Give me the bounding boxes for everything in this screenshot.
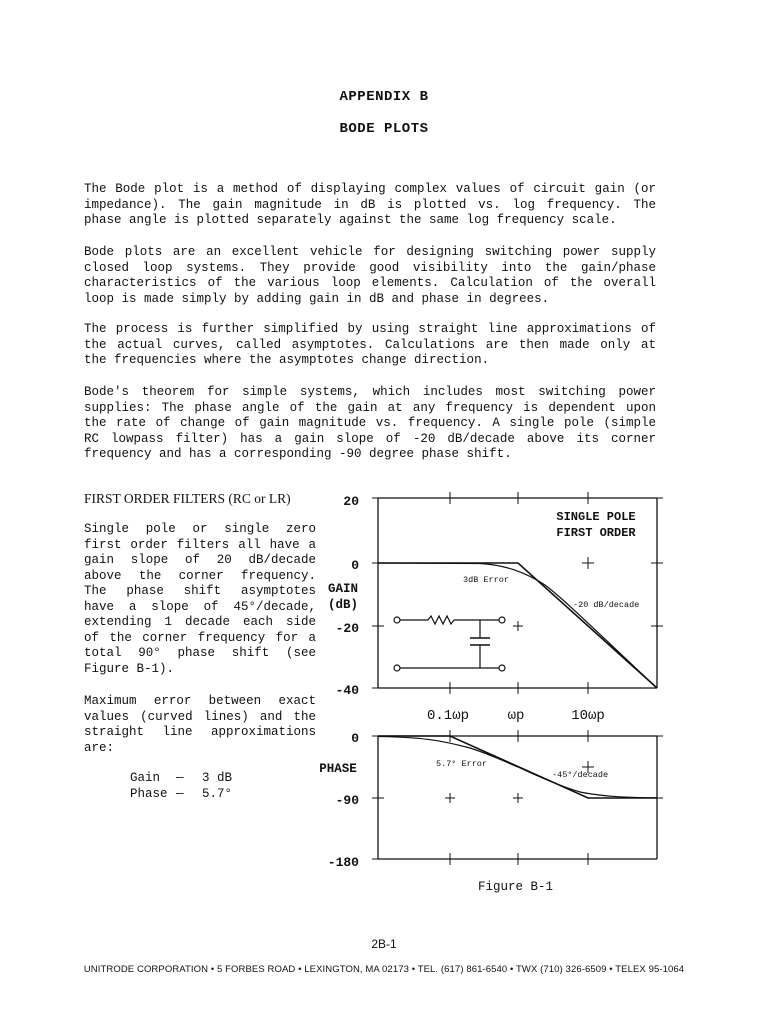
rc-circuit-icon (394, 616, 505, 671)
gain-plot-title: SINGLE POLE (556, 510, 636, 524)
paragraph-line: the frequencies where the asymptotes change direction. (84, 353, 490, 367)
gain-ytick: -40 (335, 683, 359, 698)
gain-ytick: 0 (351, 558, 359, 573)
paragraph-line: supplies: The phase angle of the gain at any frequency is dependent upon (84, 400, 656, 415)
section-line: first order filters all have a (84, 537, 316, 552)
section-line: above the corner frequency. (84, 568, 316, 583)
gain-ytick: 20 (343, 494, 359, 509)
paragraph-line: impedance). The gain magnitude in dB is plotted vs. log frequency. The (84, 197, 656, 212)
gain-error-annotation: 3dB Error (463, 575, 509, 585)
gain-plot-title: FIRST ORDER (556, 526, 636, 540)
section-line: straight line approximations (84, 725, 316, 739)
phase-slope-annotation: -45°/decade (552, 770, 609, 780)
section-line: gain slope of 20 dB/decade (84, 553, 316, 567)
page-number: 2B-1 (371, 937, 397, 951)
paragraph-line: loop is made simply by adding gain in dB and phase in degrees. (84, 291, 550, 306)
section-line: Single pole or single zero (84, 522, 316, 536)
section-line: are: (84, 740, 115, 755)
frequency-labels (427, 708, 605, 724)
phase-ytick: -90 (335, 793, 359, 808)
gain-ytick: -20 (335, 621, 359, 636)
error-label: Gain (130, 771, 161, 785)
error-label: Phase (130, 787, 168, 801)
freq-label: ωp (507, 708, 525, 724)
paragraph-line: closed loop systems. They provide good visibility into the gain/phase (84, 260, 656, 275)
paragraph-line: characteristics of the various loop elements. Calculation of the overall (84, 276, 656, 290)
section-line: have a slope of 45°/decade, (84, 599, 316, 614)
gain-ylabel: GAIN (327, 582, 359, 596)
paragraph-line: Bode plots are an excellent vehicle for designing switching power supply (84, 245, 656, 259)
error-value: 3 dB (202, 771, 233, 785)
paragraph-line: The process is further simplified by using straight line approximations of (84, 322, 656, 336)
section-line: total 90° phase shift (see (84, 646, 316, 660)
error-dash: — (176, 787, 184, 801)
section-line: values (curved lines) and the (84, 709, 316, 724)
paragraph-line: frequency and has a corresponding -90 degree phase shift. (84, 447, 512, 461)
paragraph-line: The Bode plot is a method of displaying complex values of circuit gain (or (84, 182, 656, 196)
phase-exact-curve (378, 737, 657, 798)
freq-label: 0.1ωp (426, 708, 470, 724)
phase-ytick: -180 (327, 855, 359, 870)
paragraph-line: the rate of change of gain magnitude vs. frequency. A single pole (simple (84, 416, 656, 430)
gain-slope-annotation: -20 dB/decade (573, 600, 640, 610)
freq-label: 10ωp (571, 708, 605, 724)
page-footer: UNITRODE CORPORATION • 5 FORBES ROAD • LEXINGTON, MA 02173 • TEL. (617) 861-6540 • TWX (710) 326-6509 • TELEX 95-1064 (83, 964, 685, 975)
phase-labels (319, 731, 608, 870)
gain-ylabel: (dB) (327, 598, 359, 612)
section-line: of the corner frequency for a (84, 630, 316, 645)
section-title: FIRST ORDER FILTERS (RC or LR) (84, 491, 291, 506)
figure-caption: Figure B-1 (478, 880, 554, 894)
paragraph-line: phase angle is plotted separately against the same log frequency scale. (84, 213, 617, 227)
error-dash: — (176, 771, 184, 785)
section-line: Maximum error between exact (84, 694, 316, 708)
appendix-label: APPENDIX B (339, 89, 429, 105)
paragraph-line: Bode's theorem for simple systems, which includes most switching power (84, 385, 656, 399)
phase-plot (372, 730, 663, 865)
paragraph-line: the actual curves, called asymptotes. Calculations are then made only at (84, 337, 656, 352)
page-title: BODE PLOTS (339, 121, 429, 137)
section-line: The phase shift asymptotes (84, 584, 316, 598)
error-value: 5.7° (202, 787, 233, 801)
phase-ylabel: PHASE (319, 762, 357, 776)
paragraph-line: RC lowpass filter) has a gain slope of -20 dB/decade above its corner (84, 431, 656, 446)
phase-error-annotation: 5.7° Error (436, 759, 488, 769)
section-line: extending 1 decade each side (84, 615, 316, 629)
phase-ytick: 0 (351, 731, 359, 746)
section-line: Figure B-1). (84, 661, 175, 676)
